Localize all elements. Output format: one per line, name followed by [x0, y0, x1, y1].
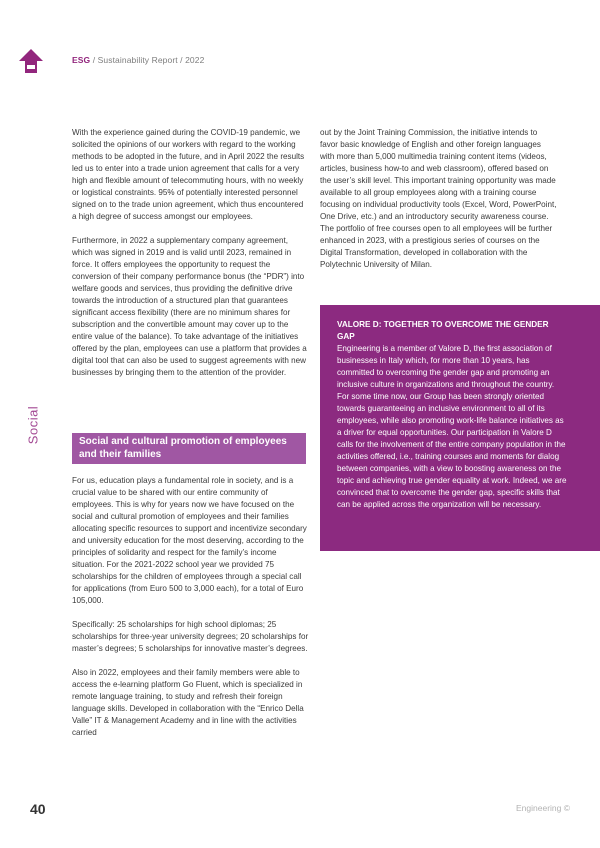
paragraph-scholarships: Specifically: 25 scholarships for high school diplomas; 25 scholarships for three-year university degrees; 20 scholarships for master’s degrees; 5 scholarships for innovative master’s degrees. — [72, 620, 309, 653]
running-header — [72, 55, 204, 65]
paragraph-welfare: Furthermore, in 2022 a supplementary company agreement, which was signed in 2019 and is valid until 2023, remained in force. It offers employees the opportunity to request the conversion of their company performance bonus (the “PDR”) into welfare goods and services, thus providing the definitive drive towards the introduction of a structured plan that guarantees significant access flexibility (there are no minimum shares for subscription and the convertible amount may cover up to the entire value of the balance). To take advantage of the initiatives offered by the plan, employees can use a platform that provides a digital tool that can also be used to suggest agreements with new businesses by bringing them to the attention of the provider. — [72, 236, 307, 377]
callout-body: Engineering is a member of Valore D, the first association of businesses in Italy which, for more than 10 years, has committed to overcoming the gender gap and promoting an inclusive culture in organizations and throughout the country. For some time now, our Group has been strongly oriented towards guaranteeing an inclusive environment to all of its employees, while also promoting work-life balance initiatives as a driver for equal opportunities. Our participation in Valore D calls for the involvement of the entire company population in the activities offered, i.e., training courses and moments for dialog between companies, with a view to boosting awareness on the topic and achieving true gender equality at work. Indeed, we are convinced that to overcome the gender gap, specific skills that can be applied across the organization will be necessary. — [337, 344, 567, 509]
valore-d-callout — [320, 305, 600, 551]
paragraph-telecommuting: With the experience gained during the COVID-19 pandemic, we solicited the opinions of our workers with regard to the working methods to be adopted in the future, and in April 2022 the results led us to enter into a trade union agreement that calls for a very high and flexible amount of telecommuting hours, with no weekly or logistical constraints. 95% of potentially interested personnel signed on to the trade union agreement, which thus encountered a high degree of success amongst our employees. — [72, 128, 305, 221]
paragraph-training: out by the Joint Training Commission, the initiative intends to favor basic knowledge of English and other foreign languages with more than 5,000 multimedia training content items (videos, articles, business how-to and web classroom), offered based on the user’s skill level. This important training opportunity was made available to all group employees along with a training course focusing on individual productivity tools (Excel, Word, PowerPoint, One Drive, etc.) and an introductory security awareness course. The portfolio of free courses open to all employees will be further enhanced in 2023, with a prestigious series of courses on the Digital Transformation, developed in collaboration with the Polytechnic University of Milan. — [320, 128, 557, 269]
paragraph-elearning: Also in 2022, employees and their family members were able to access the e-learning platform Go Fluent, which is specialized in remote language training, to study and refresh their foreign language skills. Developed in collaboration with the “Enrico Della Valle” IT & Management Academy and in line with the activities carried — [72, 668, 304, 737]
column-right-top — [320, 127, 557, 283]
callout-title: VALORE D: TOGETHER TO OVERCOME THE GENDER GAP — [337, 320, 549, 341]
header-title: / Sustainability Report / 2022 — [90, 55, 205, 65]
header-esg: ESG — [72, 55, 91, 65]
company-logo-icon — [18, 48, 44, 74]
side-label-text: Social — [25, 405, 41, 445]
side-section-label — [23, 395, 43, 455]
page-number: 40 — [30, 801, 46, 817]
paragraph-education: For us, education plays a fundamental role in society, and is a crucial value to be shared with our entire community of employees. This is why for years now we have focused on the social and cultural promotion of employees and their families allocating specific resources to support and incentivize secondary and university education for the most deserving, according to the principles of solidarity and respect for the family’s income situation. For the 2021-2022 school year we provided 75 scholarships for the children of employees through a special call for applications (from Euro 500 to 3,000 each), for a total of Euro 105,000. — [72, 476, 307, 605]
section-heading: Social and cultural promotion of employees and their families — [79, 436, 287, 460]
column-left-bottom — [72, 475, 310, 751]
section-heading-box — [72, 433, 306, 464]
column-left-top — [72, 127, 310, 391]
footer-brand: Engineering © — [516, 803, 570, 813]
